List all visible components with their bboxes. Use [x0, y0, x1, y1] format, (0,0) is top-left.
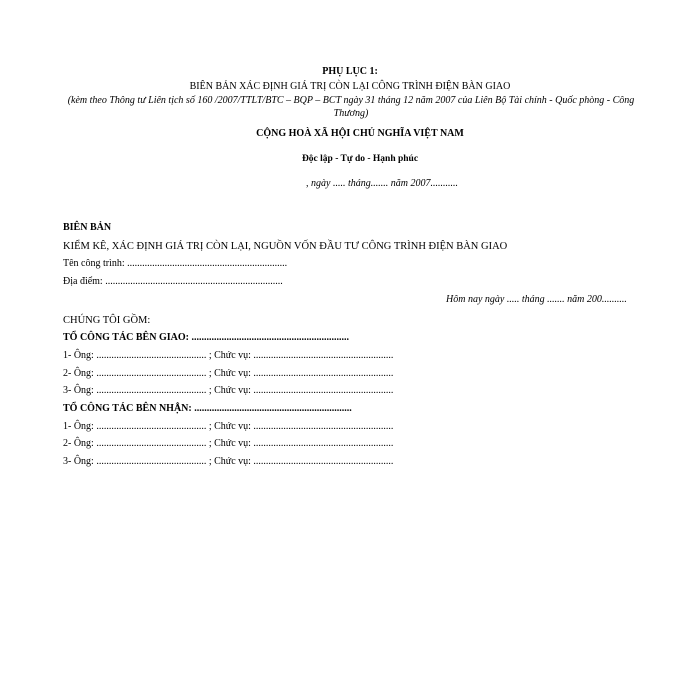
- receiver-member-row: 1- Ông: ............................................ ; Chức vụ: ........................................................: [63, 421, 394, 432]
- record-subtitle: KIỂM KÊ, XÁC ĐỊNH GIÁ TRỊ CÒN LẠI, NGUỒN VỐN ĐẦU TƯ CÔNG TRÌNH ĐIỆN BÀN GIAO: [63, 241, 508, 252]
- document-reference: (kèm theo Thông tư Liên tịch số 160 /2007/TTLT/BTC – BQP – BCT ngày 31 tháng 12 năm 2007 của Liên Bộ Tài chính - Quốc phòng - Công Thương): [67, 95, 635, 119]
- handover-team-heading: TỔ CÔNG TÁC BÊN GIAO: ...............................................................: [63, 332, 349, 343]
- document-title: BIÊN BẢN XÁC ĐỊNH GIÁ TRỊ CÒN LẠI CÔNG TRÌNH ĐIỆN BÀN GIAO: [189, 81, 511, 92]
- appendix-title: PHỤ LỤC 1:: [322, 66, 378, 77]
- receiver-member-row: 3- Ông: ............................................ ; Chức vụ: ........................................................: [63, 456, 394, 467]
- national-motto: Độc lập - Tự do - Hạnh phúc: [301, 154, 419, 164]
- participants-intro: CHÚNG TÔI GỒM:: [63, 315, 151, 326]
- location-field: Địa điểm: .......................................................................: [63, 276, 283, 287]
- record-label: BIÊN BẢN: [63, 222, 112, 233]
- handover-member-row: 3- Ông: ............................................ ; Chức vụ: ........................................................: [63, 385, 394, 396]
- national-name: CỘNG HOÀ XÃ HỘI CHỦ NGHĨA VIỆT NAM: [256, 128, 464, 139]
- handover-member-row: 2- Ông: ............................................ ; Chức vụ: ........................................................: [63, 368, 394, 379]
- handover-member-row: 1- Ông: ............................................ ; Chức vụ: ........................................................: [63, 350, 394, 361]
- today-date-line: Hôm nay ngày ..... tháng ....... năm 200..........: [446, 294, 627, 305]
- project-name-field: Tên công trình: ................................................................: [63, 258, 288, 269]
- receiver-team-heading: TỔ CÔNG TÁC BÊN NHẬN: ...............................................................: [63, 403, 352, 414]
- date-line: , ngày ..... tháng....... năm 2007...........: [306, 178, 458, 189]
- receiver-member-row: 2- Ông: ............................................ ; Chức vụ: ........................................................: [63, 438, 394, 449]
